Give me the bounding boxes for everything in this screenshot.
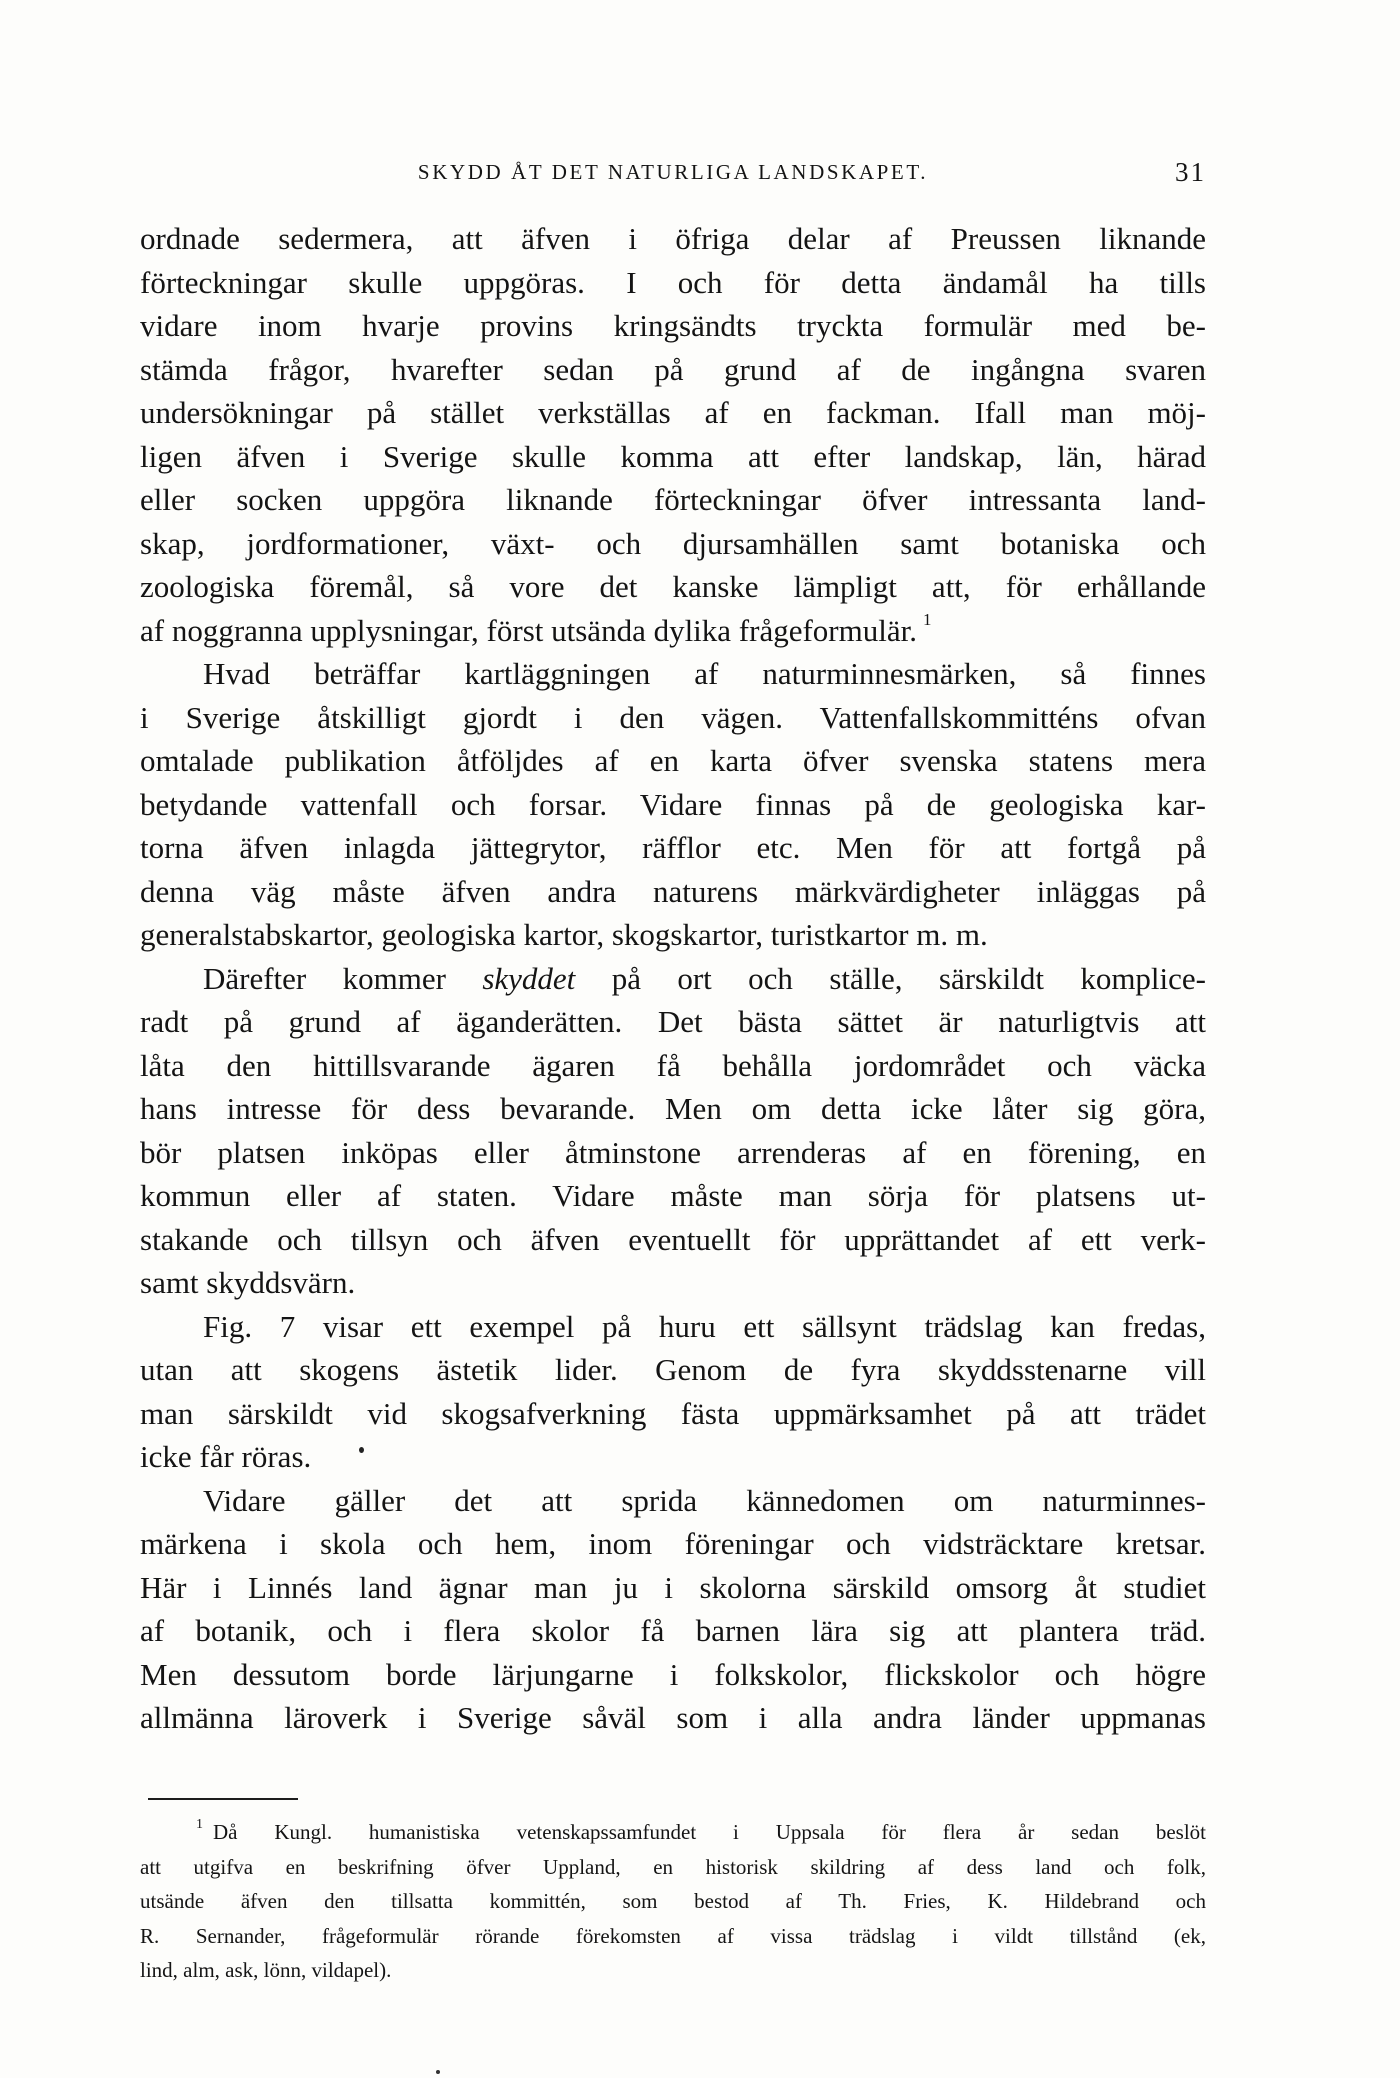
- text-line: kommun eller af staten. Vidare måste man sörja för platsens ut-: [140, 1178, 1206, 1213]
- body-text: [140, 217, 1206, 1740]
- ink-speck: [436, 2070, 440, 2074]
- text-line: Men dessutom borde lärjungarne i folkskolor, flickskolor och högre: [140, 1656, 1206, 1692]
- text-line: [140, 1435, 1206, 1479]
- text-span: på ort och ställe, särskildt komplice-: [611, 960, 1207, 996]
- text-line: zoologiska föremål, så vore det kanske lämpligt att, för erhållande: [140, 569, 1206, 604]
- footnote-line: R. Sernander, frågeformulär rörande förekomsten af vissa trädslag i vildt tillstånd (ek,: [140, 1923, 1206, 1948]
- footnote-rule: [148, 1798, 298, 1800]
- text-span: Därefter kommer: [203, 960, 446, 996]
- text-line: Fig. 7 visar ett exempel på huru ett sällsynt trädslag kan fredas,: [203, 1308, 1206, 1344]
- text-line: ordnade sedermera, att äfven i öfriga delar af Preussen liknande: [140, 221, 1206, 256]
- text-line: omtalade publikation åtföljdes af en karta öfver svenska statens mera: [140, 743, 1206, 778]
- text-line: bör platsen inköpas eller åtminstone arrenderas af en förening, en: [140, 1134, 1206, 1170]
- footnote-line: lind, alm, ask, lönn, vildapel).: [140, 1958, 392, 1982]
- text-line: [140, 609, 1206, 653]
- text-span: af noggranna upplysningar, först utsända dylika frågeformulär.: [140, 612, 917, 648]
- footnote: [140, 1815, 1206, 1988]
- text-line: radt på grund af äganderätten. Det bästa sättet är naturligtvis att: [140, 1004, 1206, 1039]
- ink-speck: [359, 1447, 364, 1453]
- footnote-line: [140, 1815, 1206, 1850]
- footnote-marker: 1: [196, 1817, 203, 1832]
- text-line: vidare inom hvarje provins kringsändts tryckta formulär med be-: [140, 308, 1206, 343]
- text-line: låta den hittillsvarande ägaren få behålla jordområdet och väcka: [140, 1047, 1206, 1083]
- text-line: man särskildt vid skogsafverkning fästa uppmärksamhet på att trädet: [140, 1395, 1206, 1431]
- footnote-line: att utgifva en beskrifning öfver Uppland, en historisk skildring af dess land och folk,: [140, 1854, 1206, 1879]
- text-line: förteckningar skulle uppgöras. I och för detta ändamål ha tills: [140, 264, 1206, 300]
- footnote-text: Då Kungl. humanistiska vetenskapssamfundet i Uppsala för flera år sedan beslöt: [213, 1820, 1206, 1844]
- text-span: icke får röras.: [140, 1439, 312, 1474]
- text-line: af botanik, och i flera skolor få barnen lära sig att plantera träd.: [140, 1613, 1206, 1648]
- text-line: Här i Linnés land ägnar man ju i skolorna särskild omsorg åt studiet: [140, 1569, 1206, 1605]
- page-number: 31: [1175, 157, 1206, 187]
- text-line: samt skyddsvärn.: [140, 1265, 356, 1300]
- text-line: i Sverige åtskilligt gjordt i den vägen. Vattenfallskommitténs ofvan: [140, 699, 1206, 735]
- text-line: generalstabskartor, geologiska kartor, skogskartor, turistkartor m. m.: [140, 917, 988, 952]
- running-head: [140, 152, 1206, 192]
- text-line: utan att skogens ästetik lider. Genom de fyra skyddsstenarne vill: [140, 1352, 1206, 1387]
- text-line: torna äfven inlagda jättegrytor, räfflor etc. Men för att fortgå på: [140, 830, 1206, 865]
- running-title: SKYDD ÅT DET NATURLIGA LANDSKAPET.: [417, 160, 929, 184]
- text-line: Hvad beträffar kartläggningen af naturminnesmärken, så finnes: [203, 656, 1206, 691]
- text-line: allmänna läroverk i Sverige såväl som i alla andra länder uppmanas: [140, 1700, 1206, 1735]
- text-line: [140, 957, 1206, 1001]
- text-line: denna väg måste äfven andra naturens märkvärdigheter inläggas på: [140, 873, 1206, 909]
- text-line: eller socken uppgöra liknande förteckningar öfver intressanta land-: [140, 482, 1206, 517]
- text-line: märkena i skola och hem, inom föreningar och vidsträcktare kretsar.: [140, 1526, 1206, 1561]
- text-line: stämda frågor, hvarefter sedan på grund af de ingångna svaren: [140, 351, 1206, 387]
- text-line: skap, jordformationer, växt- och djursamhällen samt botaniska och: [140, 525, 1206, 561]
- text-line: ligen äfven i Sverige skulle komma att efter landskap, län, härad: [140, 438, 1206, 474]
- text-line: stakande och tillsyn och äfven eventuellt för upprättandet af ett verk-: [140, 1221, 1206, 1257]
- text-line: Vidare gäller det att sprida kännedomen om naturminnes-: [203, 1482, 1206, 1518]
- text-line: undersökningar på stället verkställas af en fackman. Ifall man möj-: [140, 395, 1206, 430]
- text-line: betydande vattenfall och forsar. Vidare finnas på de geologiska kar-: [140, 786, 1206, 822]
- footnote-reference: 1: [922, 609, 932, 629]
- text-line: hans intresse för dess bevarande. Men om detta icke låter sig göra,: [140, 1091, 1206, 1126]
- footnote-line: utsände äfven den tillsatta kommittén, som bestod af Th. Fries, K. Hildebrand och: [140, 1889, 1206, 1913]
- italic-term: skyddet: [482, 960, 576, 996]
